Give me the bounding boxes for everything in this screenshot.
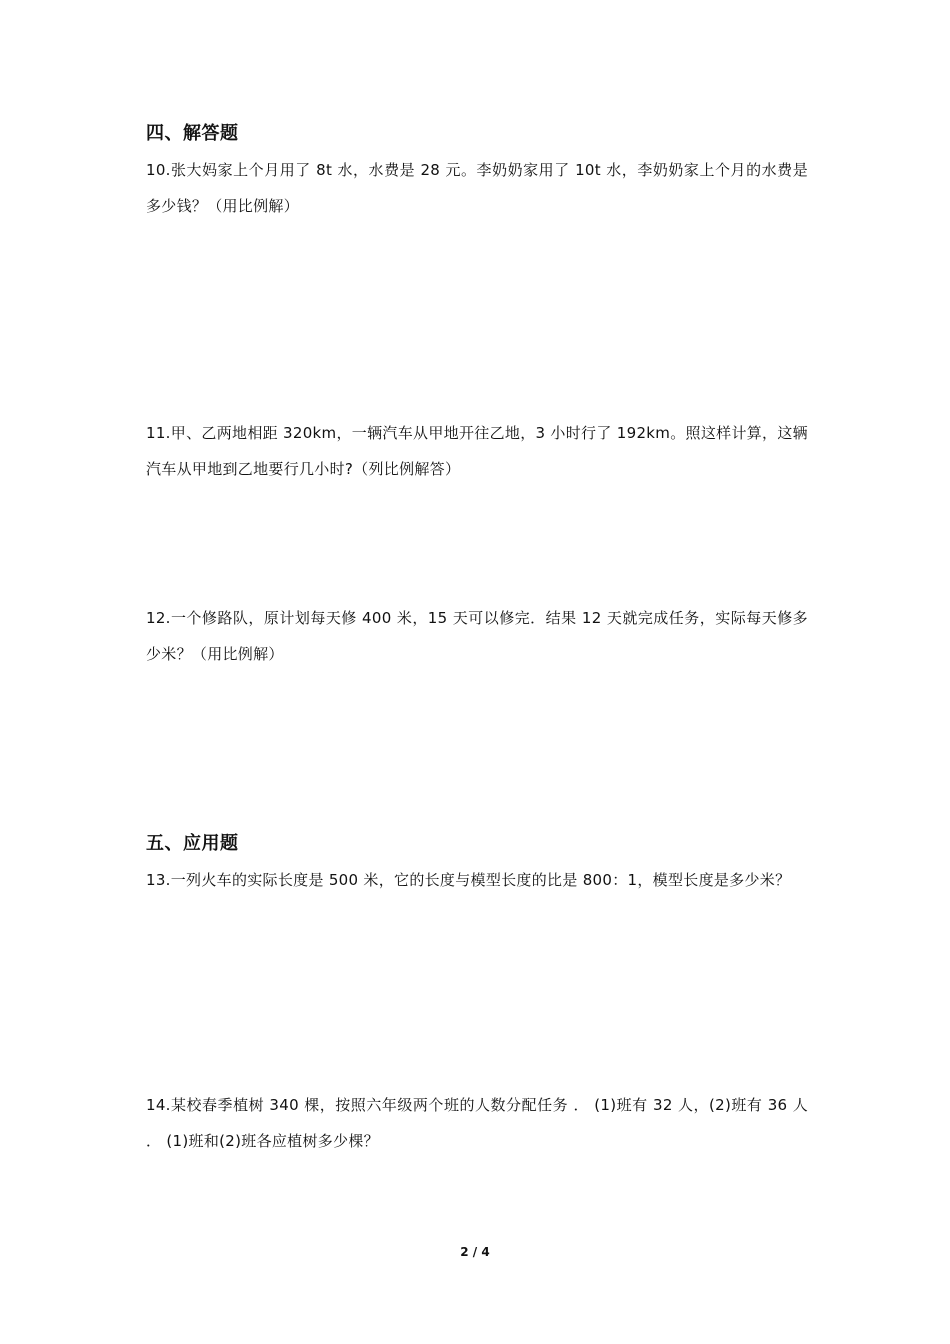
question-11: [146, 415, 808, 487]
question-14: [146, 1087, 808, 1159]
question-13: [146, 862, 808, 898]
section-title-answer-questions: 四、解答题: [146, 123, 239, 144]
question-12-text: 12.一个修路队，原计划每天修 400 米，15 天可以修完．结果 12 天就完成任务，实际每天修多少米？（用比例解）: [146, 609, 808, 663]
question-12: [146, 600, 808, 672]
page-number: 2 / 4: [460, 1245, 490, 1259]
question-10-text: 10.张大妈家上个月用了 8t 水，水费是 28 元。李奶奶家用了 10t 水，李奶奶家上个月的水费是多少钱？（用比例解）: [146, 161, 808, 215]
question-13-text: 13.一列火车的实际长度是 500 米，它的长度与模型长度的比是 800：1，模型长度是多少米？: [146, 871, 791, 889]
question-10: [146, 152, 808, 224]
section-title-application-questions: 五、应用题: [146, 833, 239, 854]
question-14-text: 14.某校春季植树 340 棵，按照六年级两个班的人数分配任务 ． (1)班有 32 人，(2)班有 36 人 ． (1)班和(2)班各应植树多少棵？: [146, 1096, 808, 1150]
question-11-text: 11.甲、乙两地相距 320km，一辆汽车从甲地开往乙地，3 小时行了 192km。照这样计算，这辆汽车从甲地到乙地要行几小时?（列比例解答）: [146, 424, 808, 478]
